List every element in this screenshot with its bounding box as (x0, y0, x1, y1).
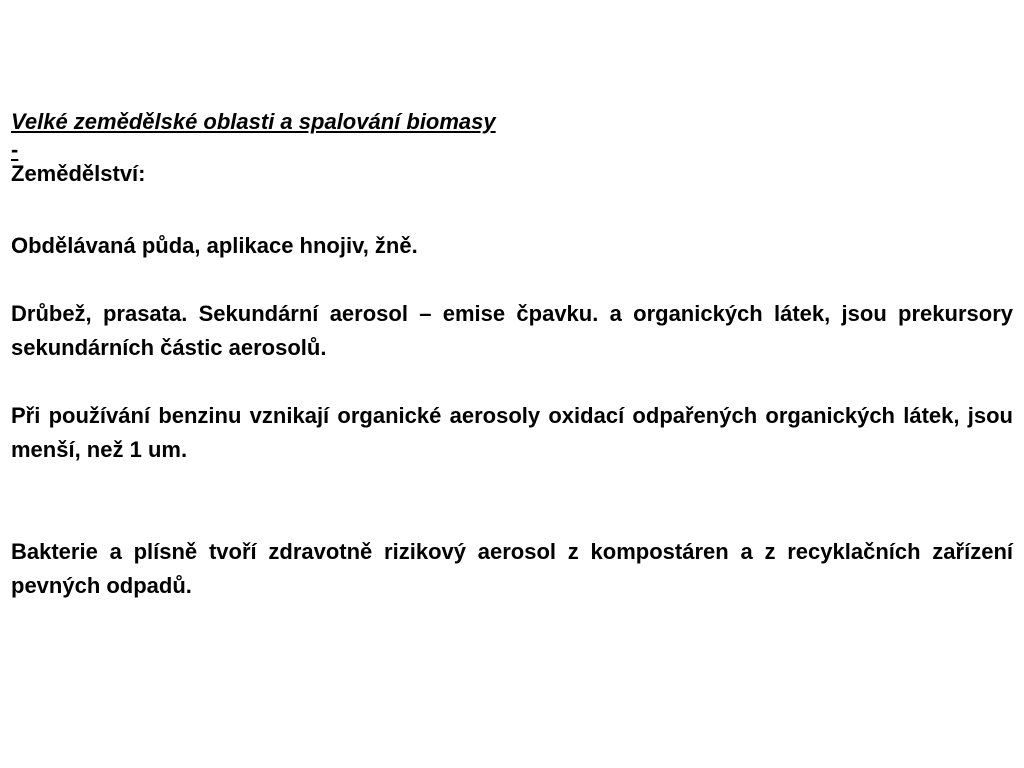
slide-content (11, 105, 1013, 603)
paragraph-bacteria: Bakterie a plísně tvoří zdravotně rizikový aerosol z kompostáren a z recyklačních zařízení pevných odpadů. (11, 539, 1013, 598)
section-heading: Zemědělství: (11, 161, 146, 186)
paragraph-petrol: Při používání benzinu vznikají organické aerosoly oxidací odpařených organických látek, jsou menší, než 1 um. (11, 403, 1013, 462)
spacer (11, 195, 1013, 229)
spacer (11, 263, 1013, 297)
slide-title: Velké zemědělské oblasti a spalování biomasy (11, 109, 496, 134)
spacer (11, 365, 1013, 399)
dash-marker: - (11, 137, 19, 162)
paragraph-cultivation: Obdělávaná půda, aplikace hnojiv, žně. (11, 233, 418, 258)
spacer (11, 467, 1013, 535)
paragraph-poultry: Drůbež, prasata. Sekundární aerosol – emise čpavku. a organických látek, jsou prekursory sekundárních částic aerosolů. (11, 301, 1013, 360)
